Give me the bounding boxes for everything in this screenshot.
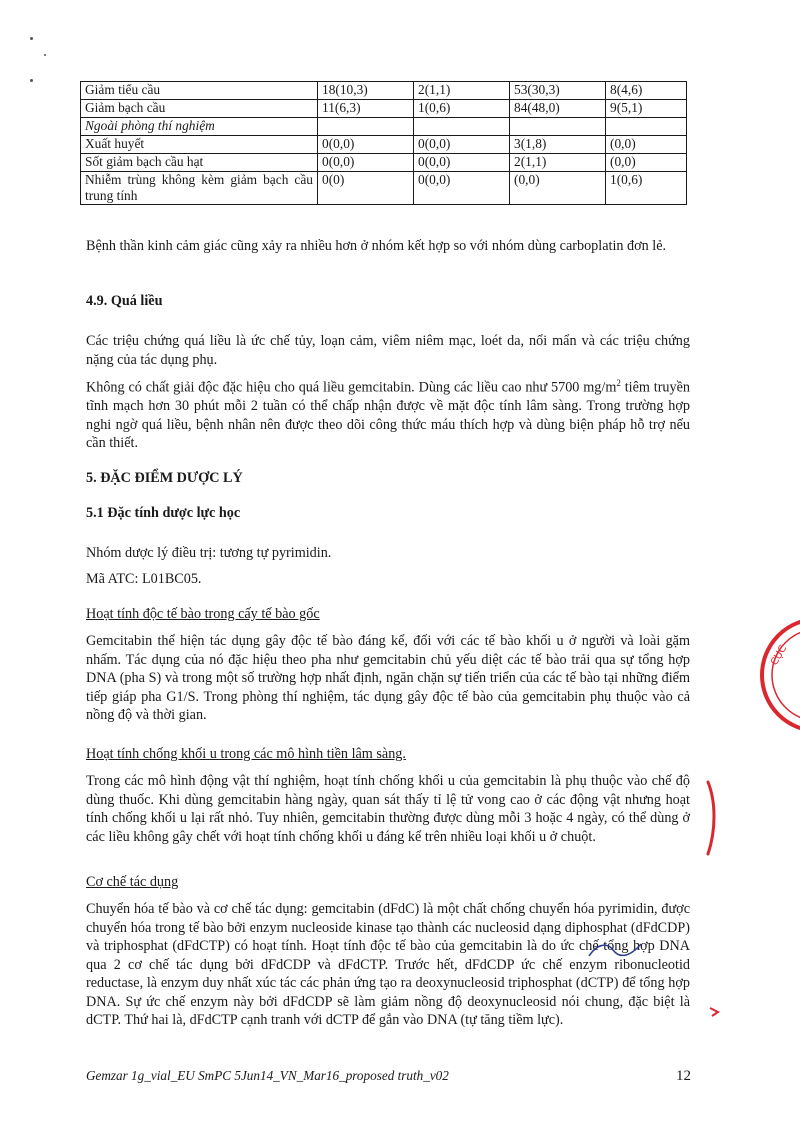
table-cell: (0,0) [510,172,606,205]
table-row [81,100,687,118]
table-cell: 0(0,0) [414,172,510,205]
table-cell: 84(48,0) [510,100,606,118]
paragraph-overdose-symptoms: Các triệu chứng quá liều là ức chế tủy, loạn cảm, viêm niêm mạc, loét da, nổi mẩn và các triệu chứng nặng của tác dụng phụ. [86,333,690,368]
footer-document-reference: Gemzar 1g_vial_EU SmPC 5Jun14_VN_Mar16_proposed truth_v02 [86,1068,449,1083]
table-row [81,154,687,172]
subheading-antitumor-activity: Hoạt tính chống khối u trong các mô hình tiền lâm sàng. [86,746,406,762]
table-row [81,172,687,205]
subheading-cytotoxic-activity: Hoạt tính độc tế bào trong cấy tế bào gốc [86,606,320,622]
table-row [81,136,687,154]
table-cell: 2(1,1) [510,154,606,172]
scan-speck [44,54,46,56]
adverse-events-table [80,81,687,205]
table-cell [414,118,510,136]
official-stamp [758,600,800,750]
table-cell: (0,0) [606,136,687,154]
paragraph-antitumor-activity: Trong các mô hình động vật thí nghiệm, hoạt tính chống khối u của gemcitabin là phụ thuộc vào chế độ dùng thuốc. Khi dùng gemcitabin hàng ngày, quan sát thấy tỉ lệ tử vong cao ở các động vật nhưng hoạt tính chống khối u lại rất nhỏ. Tuy nhiên, gemcitabin thường được dùng mỗi 3 hoặc 4 ngày, có thể dùng ở các liều không gây chết với hoạt tính chống khối u đáng kể trên nhiều loại khối u ở chuột. [86,773,690,845]
table-cell-label: Sốt giảm bạch cầu hạt [81,154,318,172]
table-cell: 1(0,6) [606,172,687,205]
table-cell: 0(0,0) [414,154,510,172]
table-row-section [81,118,687,136]
page-number: 12 [676,1068,691,1084]
table-section-label: Ngoài phòng thí nghiệm [81,118,318,136]
paragraph-mechanism-of-action: Chuyển hóa tế bào và cơ chế tác dụng: gemcitabin (dFdC) là một chất chống chuyển hóa pyrimidin, được chuyển hóa trong tế bào bởi enzym nucleoside kinase tạo thành các nucleosid dạng diphosphat (dFdCDP) và triphosphat (dFdCTP) có hoạt tính. Hoạt tính độc tế bào của gemcitabin là do ức chế tổng hợp DNA qua 2 cơ chế tác dụng bởi dFdCDP và dFdCTP. Trước hết, dFdCDP ức chế enzym ribonucleotid reductase, là enzym duy nhất xúc tác các phản ứng tạo ra deoxynucleosid triphosphat (dCTP) để tổng hợp DNA. Sự ức chế enzym này bởi dFdCDP sẽ làm giảm nồng độ deoxynucleosid nói chung, đặc biệt là dCTP. Thứ hai là, dFdCTP cạnh tranh với dCTP để gắn vào DNA (tự tăng tiềm lực). [86,901,690,1028]
table-cell: 1(0,6) [414,100,510,118]
table-cell [606,118,687,136]
paragraph-atc-code: Mã ATC: L01BC05. [86,571,202,587]
red-pen-dot [708,1004,724,1018]
table-cell: 3(1,8) [510,136,606,154]
table-cell: 2(1,1) [414,82,510,100]
scan-speck [30,37,33,40]
table-cell: (0,0) [606,154,687,172]
red-pen-mark [700,778,720,858]
table-cell: 18(10,3) [318,82,414,100]
subheading-mechanism-of-action: Cơ chế tác dụng [86,874,179,890]
table-cell: 0(0) [318,172,414,205]
table-cell: 53(30,3) [510,82,606,100]
paragraph-overdose-management [86,374,690,453]
table-cell: 8(4,6) [606,82,687,100]
svg-text:CỤC: CỤC [769,643,790,668]
pen-signature-mark [585,938,645,962]
superscript: 2 [616,378,621,388]
table-cell-label: Nhiễm trùng không kèm giảm bạch cầu trung tính [81,172,318,205]
text-run: tiêm truyền tĩnh mạch hơn 30 phút mỗi 2 tuần có thể chấp nhận được về mặt độc tính lâm sàng. Trong trường hợp nghi ngờ quá liều, bệnh nhân nên được theo dõi công thức máu thích hợp và dùng biện pháp hỗ trợ nếu cần thiết. [86,379,690,452]
table-cell [318,118,414,136]
table-cell: 0(0,0) [318,136,414,154]
section-heading-pharmacology: 5. ĐẶC ĐIỂM DƯỢC LÝ [86,470,243,486]
table-cell-label: Giảm bạch cầu [81,100,318,118]
paragraph-cytotoxic-activity: Gemcitabin thể hiện tác dụng gây độc tế bào đáng kể, đối với các tế bào khối u ở người và loài gặm nhấm. Tác dụng của nó đặc hiệu theo pha như gemcitabin chủ yếu diệt các tế bào trải qua sự tổng hợp DNA (pha S) và trong một số trường hợp nhất định, ngăn chặn sự tiến triển của các tế bào tại những điểm tiếp giáp pha G1/S. Trong phòng thí nghiệm, tác dụng gây độc tế bào của gemcitabin phụ thuộc vào cả nồng độ và thời gian. [86,633,690,723]
table-cell: 0(0,0) [318,154,414,172]
table-cell: 0(0,0) [414,136,510,154]
table-row [81,82,687,100]
paragraph-pharmacotherapeutic-group: Nhóm dược lý điều trị: tương tự pyrimidin. [86,545,332,561]
subsection-heading-pharmacodynamics: 5.1 Đặc tính dược lực học [86,505,241,521]
section-heading-overdose: 4.9. Quá liều [86,293,163,309]
table-cell [510,118,606,136]
scan-speck [30,79,33,82]
table-cell: 9(5,1) [606,100,687,118]
text-run: Không có chất giải độc đặc hiệu cho quá liều gemcitabin. Dùng các liều cao như 5700 mg/m [86,379,617,396]
table-cell-label: Xuất huyết [81,136,318,154]
paragraph-neuropathy: Bệnh thần kinh cảm giác cũng xảy ra nhiều hơn ở nhóm kết hợp so với nhóm dùng carboplatin đơn lẻ. [86,238,667,254]
table-cell-label: Giảm tiểu cầu [81,82,318,100]
table-cell: 11(6,3) [318,100,414,118]
